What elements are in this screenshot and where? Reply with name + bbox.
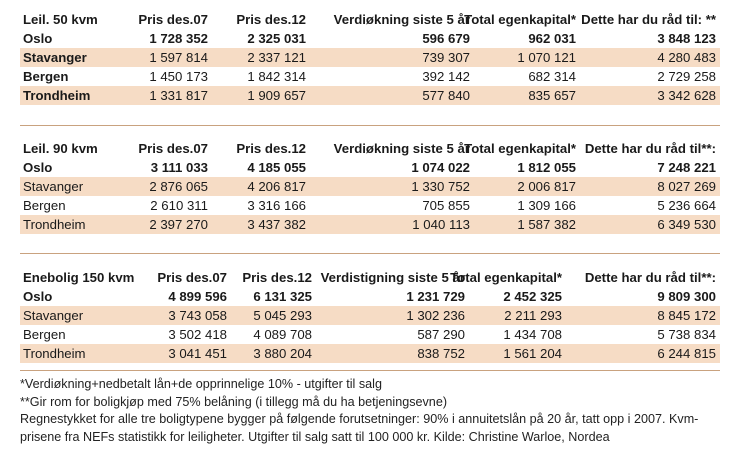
- table-row: [20, 287, 720, 306]
- table-row: [20, 344, 720, 363]
- row-city: Trondheim: [23, 346, 86, 361]
- row-city: Oslo: [23, 160, 53, 175]
- table-header: [20, 10, 720, 29]
- table-row: [20, 306, 720, 325]
- table-header: [20, 139, 720, 158]
- cell-rad-til: 5 738 834: [657, 327, 716, 342]
- cell-rad-til: 6 349 530: [657, 217, 716, 232]
- cell-verdiokning: 1 040 113: [412, 217, 470, 232]
- table-row: [20, 325, 720, 344]
- cell-pris-12: 3 437 382: [247, 217, 306, 232]
- cell-rad-til: 7 248 221: [657, 160, 716, 175]
- cell-egenkapital: 682 314: [528, 69, 576, 84]
- row-city: Stavanger: [23, 179, 84, 194]
- cell-pris-12: 2 337 121: [247, 50, 306, 65]
- cell-egenkapital: 2 211 293: [504, 308, 562, 323]
- cell-verdistigning: 1 231 729: [406, 289, 465, 304]
- section-divider: [20, 253, 720, 254]
- cell-verdistigning: 838 752: [417, 346, 465, 361]
- table-row: [20, 177, 720, 196]
- cell-egenkapital: 1 434 708: [503, 327, 562, 342]
- cell-egenkapital: 1 070 121: [517, 50, 576, 65]
- cell-egenkapital: 2 452 325: [503, 289, 562, 304]
- header-pris-07: Pris des.07: [138, 141, 208, 156]
- cell-pris-07: 3 111 033: [150, 160, 208, 175]
- cell-egenkapital: 1 587 382: [517, 217, 576, 232]
- row-city: Trondheim: [23, 217, 86, 232]
- header-type: Leil. 90 kvm: [23, 141, 98, 156]
- cell-rad-til: 4 280 483: [657, 50, 716, 65]
- footnote-3: Regnestykket for alle tre boligtypene bygger på følgende forutsetninger: 90% i annuitetslån på 20 år, tatt opp i 2007. Kvm-: [20, 412, 699, 426]
- header-egenkapital: Total egenkapital*: [464, 141, 576, 156]
- cell-egenkapital: 1 812 055: [517, 160, 576, 175]
- cell-pris-12: 6 131 325: [253, 289, 312, 304]
- cell-egenkapital: 962 031: [528, 31, 576, 46]
- header-pris-12: Pris des.12: [242, 270, 312, 285]
- cell-verdiokning: 705 855: [422, 198, 470, 213]
- footnote-2: **Gir rom for boligkjøp med 75% belåning (i tillegg må du ha betjeningsevne): [20, 394, 448, 409]
- cell-verdiokning: 577 840: [422, 88, 470, 103]
- row-city: Trondheim: [23, 88, 91, 103]
- header-pris-07: Pris des.07: [157, 270, 227, 285]
- cell-rad-til: 3 848 123: [657, 31, 716, 46]
- table-row: [20, 67, 720, 86]
- table-enebolig-150: [20, 268, 720, 363]
- header-verdiokning: Verdiøkning siste 5 år: [333, 141, 470, 156]
- cell-rad-til: 5 236 664: [657, 198, 716, 213]
- cell-egenkapital: 835 657: [528, 88, 576, 103]
- header-rad-til: Dette har du råd til**:: [584, 270, 716, 285]
- table-row: [20, 86, 720, 105]
- cell-pris-07: 1 450 173: [149, 69, 208, 84]
- cell-pris-07: 1 728 352: [149, 31, 208, 46]
- cell-egenkapital: 1 561 204: [503, 346, 562, 361]
- cell-pris-07: 3 041 451: [168, 346, 227, 361]
- cell-rad-til: 3 342 628: [657, 88, 716, 103]
- header-rad-til: Dette har du råd til: **: [581, 12, 716, 27]
- header-verdistigning: Verdistigning siste 5 år: [320, 270, 465, 285]
- footnotes: [20, 376, 720, 446]
- cell-pris-12: 4 206 817: [247, 179, 306, 194]
- cell-pris-07: 2 610 311: [150, 198, 208, 213]
- cell-pris-12: 4 089 708: [253, 327, 312, 342]
- table-row: [20, 196, 720, 215]
- cell-rad-til: 9 809 300: [657, 289, 716, 304]
- cell-pris-12: 1 842 314: [247, 69, 306, 84]
- cell-pris-07: 1 597 814: [149, 50, 208, 65]
- cell-verdiokning: 596 679: [422, 31, 470, 46]
- table-leil-50: [20, 10, 720, 105]
- section-divider: [20, 370, 720, 371]
- row-city: Bergen: [23, 198, 66, 213]
- cell-pris-12: 3 316 166: [247, 198, 306, 213]
- cell-pris-07: 1 331 817: [149, 88, 208, 103]
- cell-verdistigning: 1 302 236: [406, 308, 465, 323]
- cell-pris-12: 5 045 293: [253, 308, 312, 323]
- cell-verdiokning: 739 307: [422, 50, 470, 65]
- row-city: Bergen: [23, 327, 66, 342]
- row-city: Oslo: [23, 289, 53, 304]
- cell-pris-12: 2 325 031: [247, 31, 306, 46]
- cell-pris-12: 3 880 204: [253, 346, 312, 361]
- cell-egenkapital: 1 309 166: [517, 198, 576, 213]
- cell-pris-07: 3 743 058: [168, 308, 227, 323]
- cell-rad-til: 2 729 258: [657, 69, 716, 84]
- cell-verdistigning: 587 290: [417, 327, 465, 342]
- header-verdiokning: Verdiøkning siste 5 år: [333, 12, 470, 27]
- header-pris-07: Pris des.07: [138, 12, 208, 27]
- header-pris-12: Pris des.12: [236, 12, 306, 27]
- cell-egenkapital: 2 006 817: [517, 179, 576, 194]
- row-city: Stavanger: [23, 308, 84, 323]
- header-type: Leil. 50 kvm: [23, 12, 98, 27]
- cell-rad-til: 8 027 269: [657, 179, 716, 194]
- cell-pris-07: 4 899 596: [168, 289, 227, 304]
- table-row: [20, 29, 720, 48]
- section-divider: [20, 125, 720, 126]
- footnote-1: *Verdiøkning+nedbetalt lån+de opprinnelige 10% - utgifter til salg: [20, 377, 382, 391]
- header-rad-til: Dette har du råd til**:: [584, 141, 716, 156]
- cell-pris-12: 1 909 657: [247, 88, 306, 103]
- footnote-4: prisene fra NEFs statistikk for leiligheter. Utgifter til salg satt til 100 000 kr. Kilde: Christine Warloe, Nordea: [20, 429, 610, 444]
- cell-pris-07: 3 502 418: [168, 327, 227, 342]
- table-leil-90: [20, 139, 720, 234]
- table-header: [20, 268, 720, 287]
- cell-pris-12: 4 185 055: [247, 160, 306, 175]
- cell-verdiokning: 1 330 752: [411, 179, 470, 194]
- cell-verdiokning: 392 142: [422, 69, 470, 84]
- row-city: Oslo: [23, 31, 53, 46]
- cell-pris-07: 2 397 270: [149, 217, 208, 232]
- header-type: Enebolig 150 kvm: [23, 270, 135, 285]
- cell-rad-til: 6 244 815: [657, 346, 716, 361]
- header-egenkapital: Total egenkapital*: [450, 270, 562, 285]
- header-pris-12: Pris des.12: [236, 141, 306, 156]
- row-city: Stavanger: [23, 50, 87, 65]
- header-egenkapital: Total egenkapital*: [464, 12, 576, 27]
- cell-rad-til: 8 845 172: [657, 308, 716, 323]
- table-row: [20, 48, 720, 67]
- table-row: [20, 215, 720, 234]
- row-city: Bergen: [23, 69, 69, 84]
- table-row: [20, 158, 720, 177]
- cell-verdiokning: 1 074 022: [411, 160, 470, 175]
- cell-pris-07: 2 876 065: [149, 179, 208, 194]
